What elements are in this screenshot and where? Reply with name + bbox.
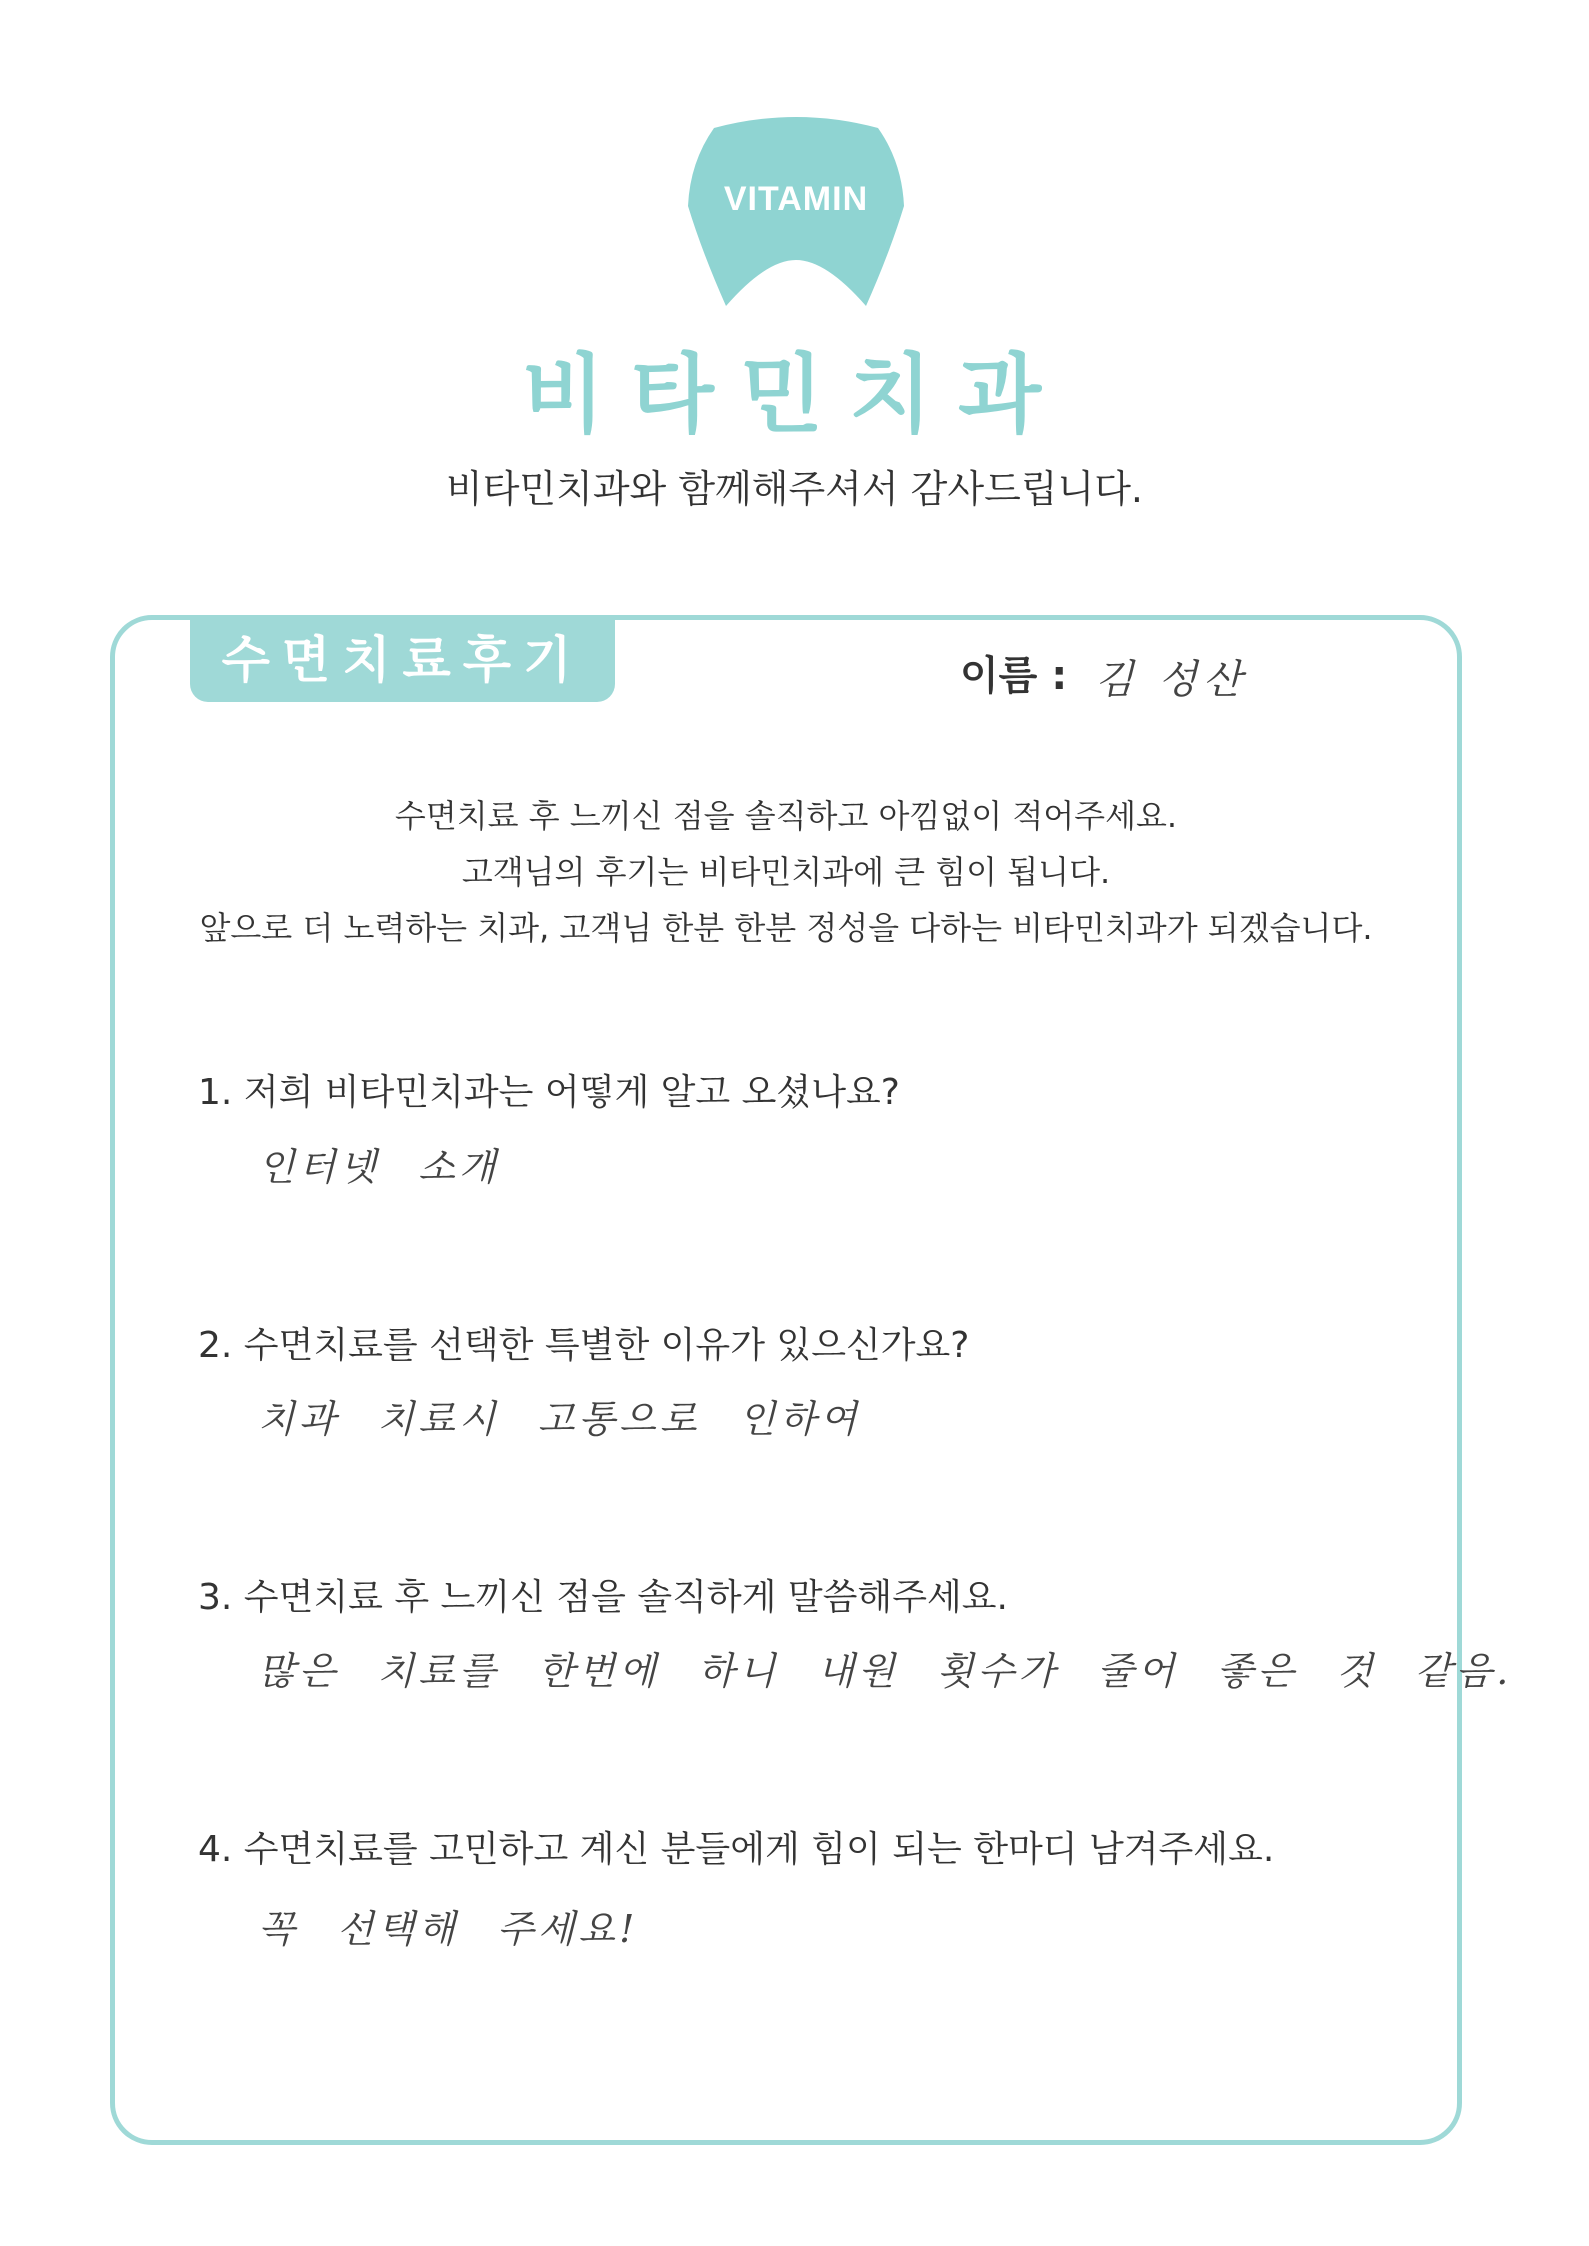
name-label: 이름 :: [960, 653, 1068, 699]
answer-4: 꼭 선택해 주세요!: [258, 1907, 639, 1951]
intro-line-3: 앞으로 더 노력하는 치과, 고객님 한분 한분 정성을 다하는 비타민치과가 되겠습니다.: [199, 909, 1373, 947]
logo-text: VITAMIN: [723, 180, 869, 218]
section-title: 수면치료후기: [221, 631, 584, 689]
name-value: 김 성산: [1095, 657, 1248, 703]
vitamin-logo: [676, 110, 916, 320]
question-1: 1. 저희 비타민치과는 어떻게 알고 오셨나요?: [198, 1072, 900, 1113]
intro-line-2: 고객님의 후기는 비타민치과에 큰 힘이 됩니다.: [461, 853, 1111, 891]
question-3: 3. 수면치료 후 느끼신 점을 솔직하게 말씀해주세요.: [198, 1577, 1008, 1618]
answer-2: 치과 치료시 고통으로 인하여: [258, 1397, 861, 1441]
clinic-name: 비타민치과: [521, 345, 1068, 445]
tagline: 비타민치과와 함께해주셔서 감사드립니다.: [446, 467, 1143, 511]
question-4: 4. 수면치료를 고민하고 계신 분들에게 힘이 되는 한마디 남겨주세요.: [198, 1829, 1275, 1870]
intro-line-1: 수면치료 후 느끼신 점을 솔직하고 아낌없이 적어주세요.: [394, 797, 1178, 835]
answer-1: 인터넷 소개: [258, 1145, 500, 1189]
question-2: 2. 수면치료를 선택한 특별한 이유가 있으신가요?: [198, 1325, 970, 1366]
answer-3: 많은 치료를 한번에 하니 내원 횟수가 줄어 좋은 것 같음.: [258, 1649, 1513, 1693]
